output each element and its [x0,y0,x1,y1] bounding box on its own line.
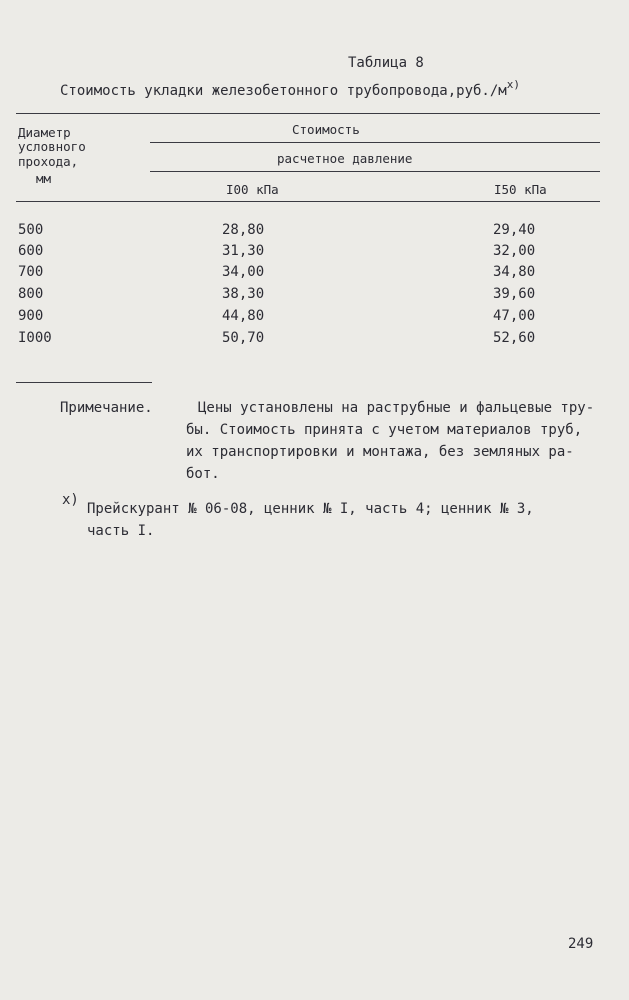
header-diameter-line-1: Диаметр [18,125,71,140]
row-cost-100: 44,80 [222,308,265,324]
row-cost-100: 34,00 [222,264,265,280]
note-line-1: Цены установлены на раструбные и фальцевые тру- [198,400,595,416]
footnote-line-1: Прейскурант № 06-08, ценник № I, часть 4; ценник № 3, [87,501,534,517]
row-diameter: I000 [18,330,52,346]
note-line-4: бот. [186,466,220,482]
row-cost-150: 47,00 [493,308,536,324]
header-pressure: расчетное давление [277,151,413,166]
row-diameter: 900 [18,308,44,324]
page-number: 249 [568,936,594,952]
header-col-100kpa: I00 кПа [226,182,279,197]
note-label: Примечание. [60,400,153,416]
footnote-line-2: часть I. [87,523,155,539]
table-label: Таблица 8 [348,55,424,71]
row-cost-100: 31,30 [222,243,265,259]
title-footnote-mark: x) [506,78,520,91]
row-cost-100: 28,80 [222,222,265,238]
header-cost: Стоимость [292,122,360,137]
table-top-rule [16,113,600,114]
header-diameter-line-3: прохода, [18,154,79,169]
header-cost-rule [150,142,600,143]
row-diameter: 500 [18,222,44,238]
row-cost-150: 52,60 [493,330,536,346]
note-line-2: бы. Стоимость принята с учетом материалов труб, [186,422,583,438]
note-line-3: их транспортировки и монтажа, без земляных ра- [186,444,574,460]
note-separator-rule [16,382,152,383]
header-pressure-rule [150,171,600,172]
table-title [60,78,520,101]
table-header-bottom-rule [16,201,600,202]
row-cost-150: 32,00 [493,243,536,259]
table-title-text: Стоимость укладки железобетонного трубопровода,руб./м [60,83,507,99]
header-diameter-line-2: условного [18,139,86,154]
row-cost-100: 50,70 [222,330,265,346]
row-diameter: 600 [18,243,44,259]
header-col-150kpa: I50 кПа [494,182,547,197]
row-cost-150: 29,40 [493,222,536,238]
header-diameter-line-4: мм [36,171,52,186]
row-cost-150: 39,60 [493,286,536,302]
footnote-mark: x) [62,492,79,508]
row-cost-100: 38,30 [222,286,265,302]
row-diameter: 800 [18,286,44,302]
row-diameter: 700 [18,264,44,280]
row-cost-150: 34,80 [493,264,536,280]
